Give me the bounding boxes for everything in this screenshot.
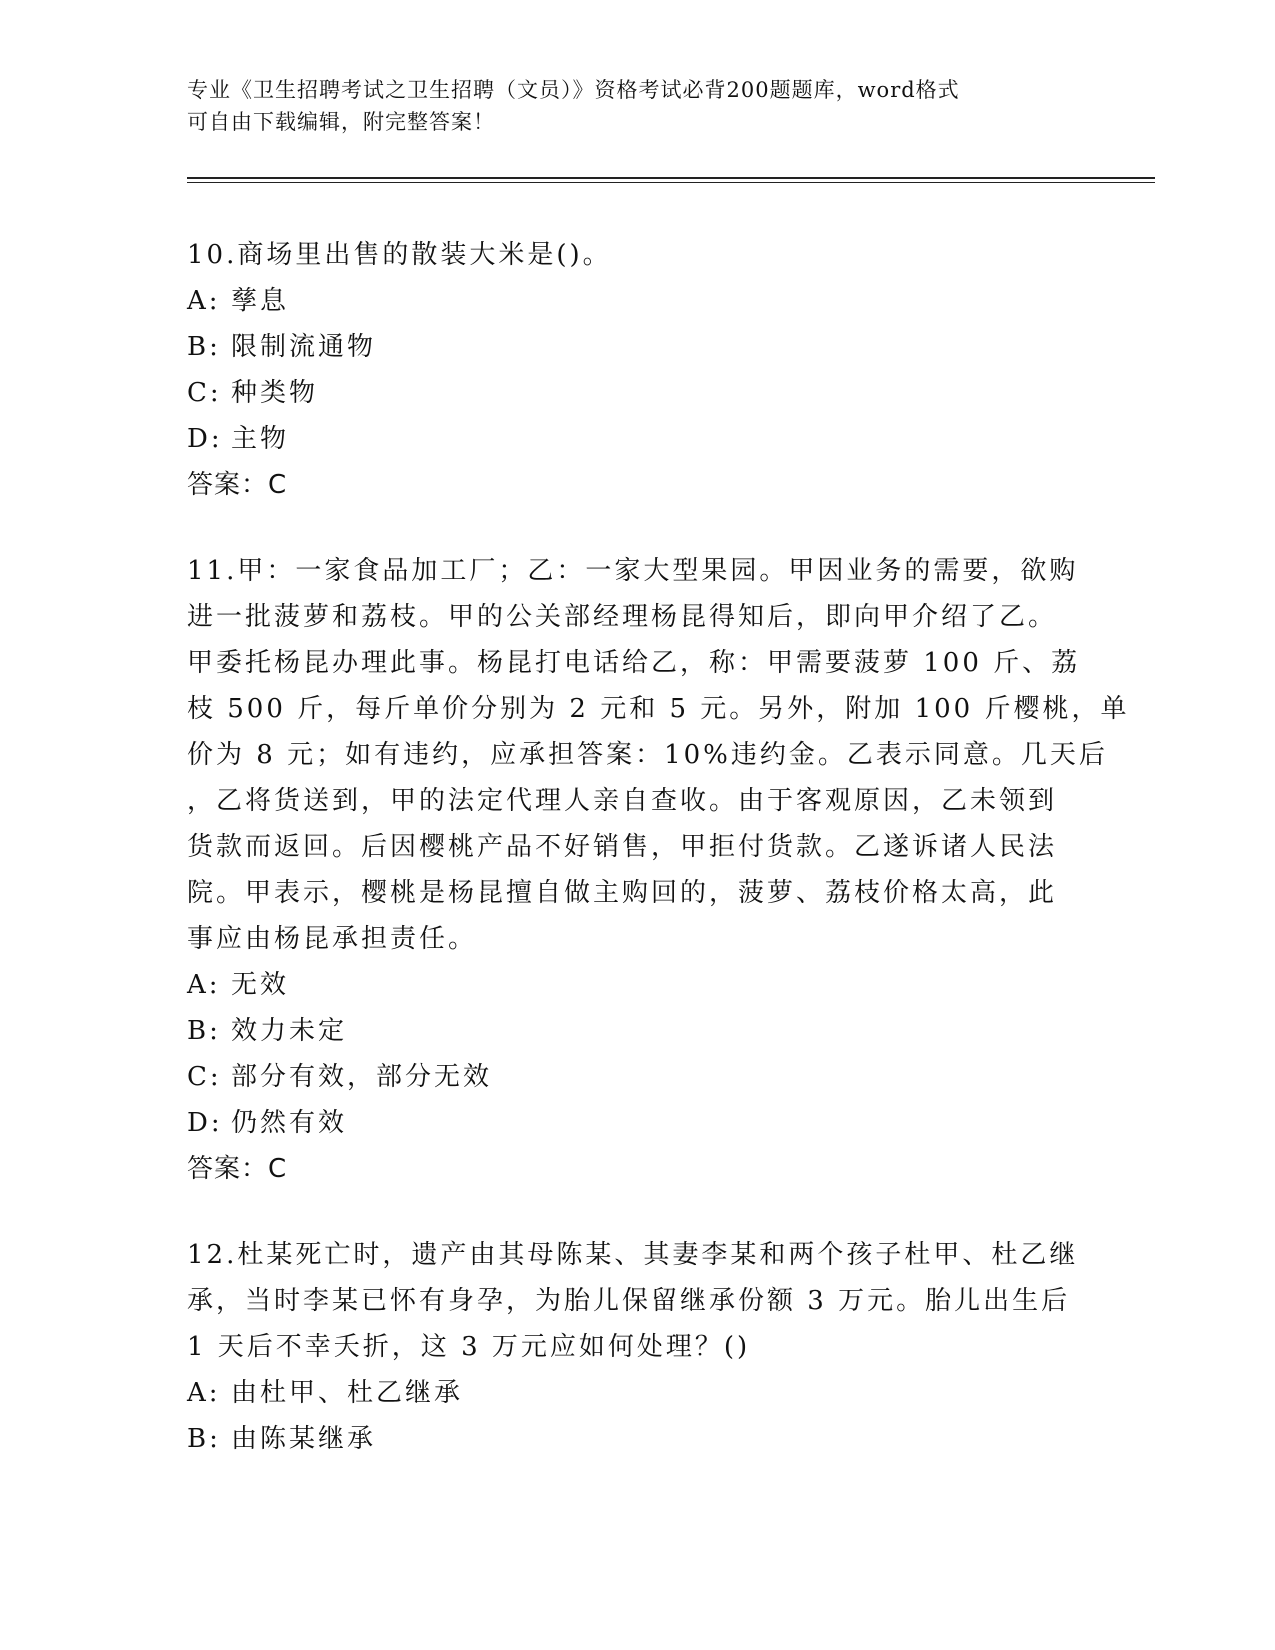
- stem-line: 价为 8 元；如有违约，应承担答案：10%违约金。乙表示同意。几天后: [187, 740, 1108, 770]
- option-key: D:: [187, 1108, 223, 1138]
- option-text: 由杜甲、杜乙继承: [231, 1378, 464, 1408]
- option-text: 效力未定: [231, 1016, 348, 1046]
- stem-line: 1 天后不幸夭折，这 3 万元应如何处理？(): [187, 1332, 751, 1362]
- stem-line: 12.杜某死亡时，遗产由其母陈某、其妻李某和两个孩子杜甲、杜乙继: [187, 1240, 1079, 1270]
- stem-line: 枝 500 斤，每斤单价分别为 2 元和 5 元。另外，附加 100 斤樱桃，单: [187, 694, 1130, 724]
- option-key: D:: [187, 424, 223, 454]
- stem-line: 进一批菠萝和荔枝。甲的公关部经理杨昆得知后，即向甲介绍了乙。: [187, 602, 1058, 632]
- option-key: B:: [187, 332, 221, 362]
- option-text: 仍然有效: [231, 1108, 348, 1138]
- question-11: [187, 548, 1130, 1192]
- stem-line: 院。甲表示，樱桃是杨昆擅自做主购回的，菠萝、荔枝价格太高，此: [187, 878, 1058, 908]
- option-a: [187, 1370, 1087, 1416]
- stem-line: 货款而返回。后因樱桃产品不好销售，甲拒付货款。乙遂诉诸人民法: [187, 832, 1058, 862]
- header-line: 可自由下载编辑，附完整答案！: [187, 110, 495, 134]
- stem-line: 10.商场里出售的散装大米是()。: [187, 240, 612, 270]
- option-text: 种类物: [231, 378, 319, 408]
- stem-line: 事应由杨昆承担责任。: [187, 924, 478, 954]
- header-divider-thin: [187, 182, 1155, 183]
- option-key: C:: [187, 1062, 222, 1092]
- option-key: B:: [187, 1424, 221, 1454]
- header-line: 专业《卫生招聘考试之卫生招聘（文员）》资格考试必背200题题库，word格式: [187, 78, 960, 102]
- option-b: [187, 324, 1087, 370]
- answer-line: 答案：C: [187, 1154, 288, 1184]
- option-key: A:: [187, 1378, 221, 1408]
- option-a: [187, 278, 1087, 324]
- option-b: [187, 1416, 1087, 1462]
- stem-line: ，乙将货送到，甲的法定代理人亲自查收。由于客观原因，乙未领到: [187, 786, 1058, 816]
- option-text: 主物: [231, 424, 290, 454]
- option-c: [187, 1054, 1087, 1100]
- option-text: 孳息: [231, 286, 290, 316]
- option-d: [187, 1100, 1087, 1146]
- option-text: 无效: [231, 970, 290, 1000]
- answer-line: 答案：C: [187, 470, 288, 500]
- option-d: [187, 416, 1087, 462]
- question-stem: [187, 232, 1087, 278]
- stem-line: 甲委托杨昆办理此事。杨昆打电话给乙，称：甲需要菠萝 100 斤、荔: [187, 648, 1081, 678]
- stem-line: 承，当时李某已怀有身孕，为胎儿保留继承份额 3 万元。胎儿出生后: [187, 1286, 1071, 1316]
- question-stem: [187, 548, 1130, 962]
- option-text: 由陈某继承: [231, 1424, 377, 1454]
- option-a: [187, 962, 1087, 1008]
- option-text: 限制流通物: [231, 332, 377, 362]
- question-12: [187, 1232, 1087, 1462]
- option-b: [187, 1008, 1087, 1054]
- document-header: [187, 74, 1087, 138]
- option-key: A:: [187, 970, 221, 1000]
- stem-line: 11.甲：一家食品加工厂；乙：一家大型果园。甲因业务的需要，欲购: [187, 556, 1079, 586]
- option-key: C:: [187, 378, 222, 408]
- header-divider: [187, 177, 1155, 179]
- option-key: B:: [187, 1016, 221, 1046]
- option-text: 部分有效，部分无效: [231, 1062, 493, 1092]
- question-list: [187, 232, 1130, 1502]
- option-c: [187, 370, 1087, 416]
- question-10: [187, 232, 1087, 508]
- option-key: A:: [187, 286, 221, 316]
- question-stem: [187, 1232, 1087, 1370]
